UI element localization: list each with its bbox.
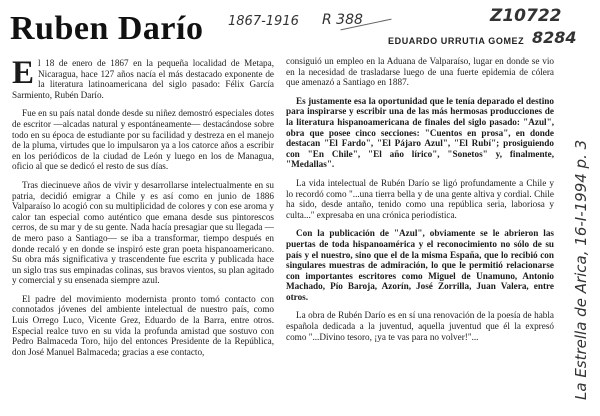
left-column bbox=[12, 55, 274, 365]
handwritten-source-note: La Estrella de Arica, 16-I-1994 p. 3 bbox=[572, 139, 590, 400]
handwritten-catalog-number: Z10722 bbox=[490, 6, 562, 26]
paragraph-1-text: l 18 de enero de 1867 en la pequeña localidad de Metapa, Nicaragua, hace 127 años nacía el más destacado exponente de la literatura latinoamericana del siglo pasado: Félix García Sarmiento, Rubén Darío. bbox=[12, 58, 274, 100]
handwritten-dates: 1867-1916 bbox=[228, 14, 299, 29]
drop-cap: E bbox=[12, 55, 35, 91]
paragraph-2: Fue en su país natal donde desde su niñez demostró especiales dotes de escritor —alcadas natural y espontáneamente— destacándose sobre todo en su época de estudiante por su facilidad y destreza en el manejo de la pluma, virtudes que lo impulsaron ya a los catorce años a escribir en los periódicos de la ciudad de León y luego en los de Managua, oficio al que se dedicó el resto de sus días. bbox=[12, 108, 274, 172]
paragraph-4: El padre del movimiento modernista pronto tomó contacto con connotados jóvenes del ambiente intelectual de nuestro país, como Luis Orrego Luco, Vicente Grez, Eduardo de la Barra, entre otros. Especial realce tuvo en su vida la profunda amistad que sostuvo con Pedro Balmaceda Toro, hijo del entonces Presidente de la República, don José Manuel Balmaceda; gracias a ese contacto, bbox=[12, 293, 274, 357]
article-author: EDUARDO URRUTIA GOMEZ bbox=[388, 36, 525, 46]
paragraph-7: La vida intelectual de Rubén Darío se ligó profundamente a Chile y lo recordó como "...una tierra bella y de una gente altiva y cordial. Chile ha sido, desde antaño, tenido como una república seria, laboriosa y culta..." expresaba en una crónica periodística. bbox=[286, 177, 554, 220]
paragraph-3: Tras diecinueve años de vivir y desarrollarse intelectualmente en su patria, decidió emigrar a Chile y es así como en junio de 1886 Valparaíso lo acogió con su multiplicidad de colores y con ese aroma y calor tan especial como auténtico que emana desde sus pintorescos cerros, de su mar y de su gente. Nada hacía presagiar que su llegada —de mero paso a Santiago— se iba a transformar, tiempo después en donde recaló y en donde se inspiró este gran poeta hispanoamericano. Su obra más significativa y trascendente fue escrita y publicada hace un siglo tras sus empinadas colinas, sus bravos vientos, su plan agitado y comercial y su ensenada siempre azul. bbox=[12, 179, 274, 286]
paragraph-8: Con la publicación de "Azul", obviamente se le abrieron las puertas de toda hispanoamérica y el reconocimiento no sólo de su país y el nuestro, sino que el de la misma España, que lo recibió con singulares muestras de admiración, lo que le permitió relacionarse con importantes escritores como Miguel de Unamuno, Antonio Machado, Pío Baroja, Azorín, José Zorrilla, Juan Valera, entre otros. bbox=[286, 228, 554, 302]
paragraph-5: consiguió un empleo en la Aduana de Valparaíso, lugar en donde se vio en la necesidad de trasladarse luego de una fuerte epidemia de cólera que amenazó a Santiago en 1887. bbox=[286, 56, 554, 88]
handwritten-stamp: R 388 bbox=[322, 12, 363, 28]
paragraph-6: Es justamente esa la oportunidad que le tenía deparado el destino para inspirarse y escribir una de las más hermosas producciones de la literatura hispanoamericana de finales del siglo pasado: "Azul", obra que posee cinco secciones: "Cuentos en prosa", en donde destacan "El Fardo", "El Pájaro Azul", "El Rubí"; prosiguiendo con "En Chile", "El año lírico", "Sonetos" y, finalmente, "Medallas". bbox=[286, 95, 554, 170]
handwritten-reference: 8284 bbox=[532, 28, 577, 47]
right-column bbox=[286, 56, 554, 350]
paragraph-1 bbox=[12, 55, 274, 100]
article-title: Ruben Darío bbox=[10, 10, 204, 47]
paragraph-9: La obra de Rubén Darío es en sí una renovación de la poesía de habla española dedicada a la juventud, aquella juventud que él la expresó como "...Divino tesoro, ¡ya te vas para no volver!"... bbox=[286, 310, 554, 342]
